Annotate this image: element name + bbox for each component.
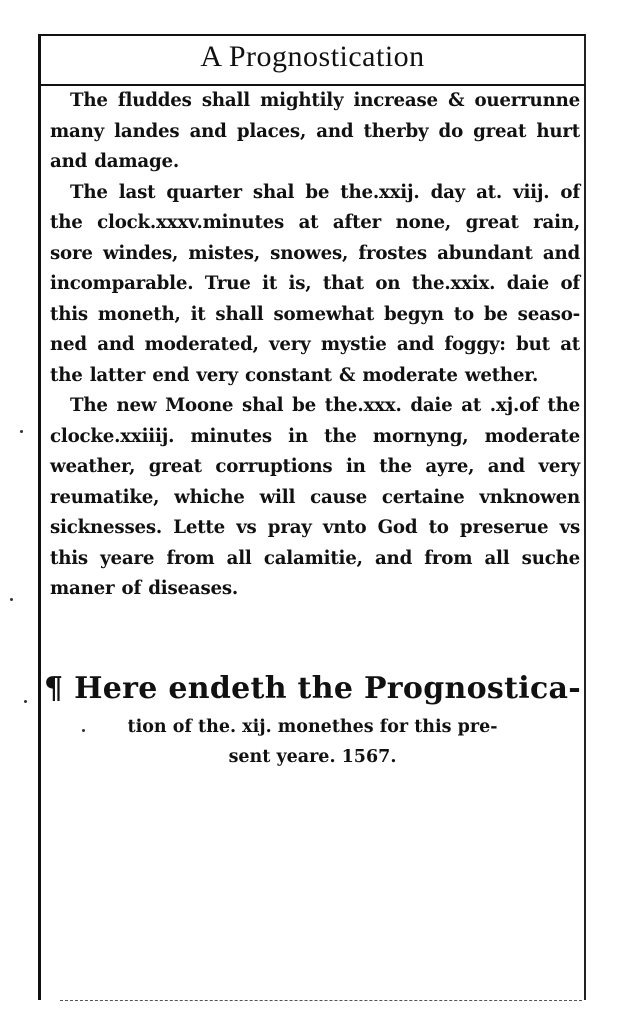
ink-speck: [82, 729, 85, 732]
text-line: The new Moone shal be the.xxx. daie at .xj.of the: [70, 395, 580, 416]
text-line: the clock.xxxv.minutes at after none, great rain,: [50, 212, 580, 233]
text-line: the latter end very constant & moderate wether.: [50, 364, 539, 386]
ink-speck: [24, 700, 27, 703]
ink-speck: [20, 430, 23, 433]
text-line: sore windes, mistes, snowes, frostes abundant and: [50, 242, 580, 264]
text-line: The fluddes shall mightily increase & ouerrunne: [70, 90, 580, 111]
text-line: and damage.: [50, 151, 180, 172]
text-line: many landes and places, and therby do great hurt: [50, 120, 580, 142]
text-line: incomparable. True it is, that on the.xxix. daie of: [50, 273, 580, 294]
colophon-line: tion of the. xij. monethes for this pre-: [127, 717, 498, 737]
text-line: clocke.xxiiij. minutes in the mornyng, moderate: [50, 425, 580, 447]
text-line: maner of diseases.: [50, 578, 239, 599]
page-bottom-edge: [60, 1000, 582, 1001]
text-line: this yeare from all calamitie, and from all suche: [50, 547, 580, 569]
body-text: [50, 86, 580, 605]
paragraph-floods: [50, 86, 580, 178]
text-line: weather, great corruptions in the ayre, and very: [50, 456, 580, 477]
colophon: [40, 666, 585, 772]
ink-speck: [10, 598, 13, 601]
text-line: reumatike, whiche will cause certaine vnknowen: [50, 486, 580, 508]
paragraph-last-quarter: [50, 178, 580, 392]
text-line: ned and moderated, very mystie and foggy: but at: [50, 334, 580, 355]
text-line: sicknesses. Lette vs pray vnto God to preserue vs: [50, 517, 580, 538]
text-line: this moneth, it shall somewhat begyn to be seaso-: [50, 303, 580, 325]
running-head: [40, 36, 585, 86]
pilcrow-icon: ¶: [43, 671, 64, 706]
paragraph-new-moon: [50, 391, 580, 605]
text-line: The last quarter shal be the.xxij. day at. viij. of: [70, 181, 580, 203]
colophon-line: sent yeare. 1567.: [228, 747, 397, 767]
running-head-text: A Prognostication: [200, 40, 425, 73]
colophon-heading: [40, 666, 585, 712]
colophon-line: Here endeth the Prognostica-: [74, 671, 582, 706]
